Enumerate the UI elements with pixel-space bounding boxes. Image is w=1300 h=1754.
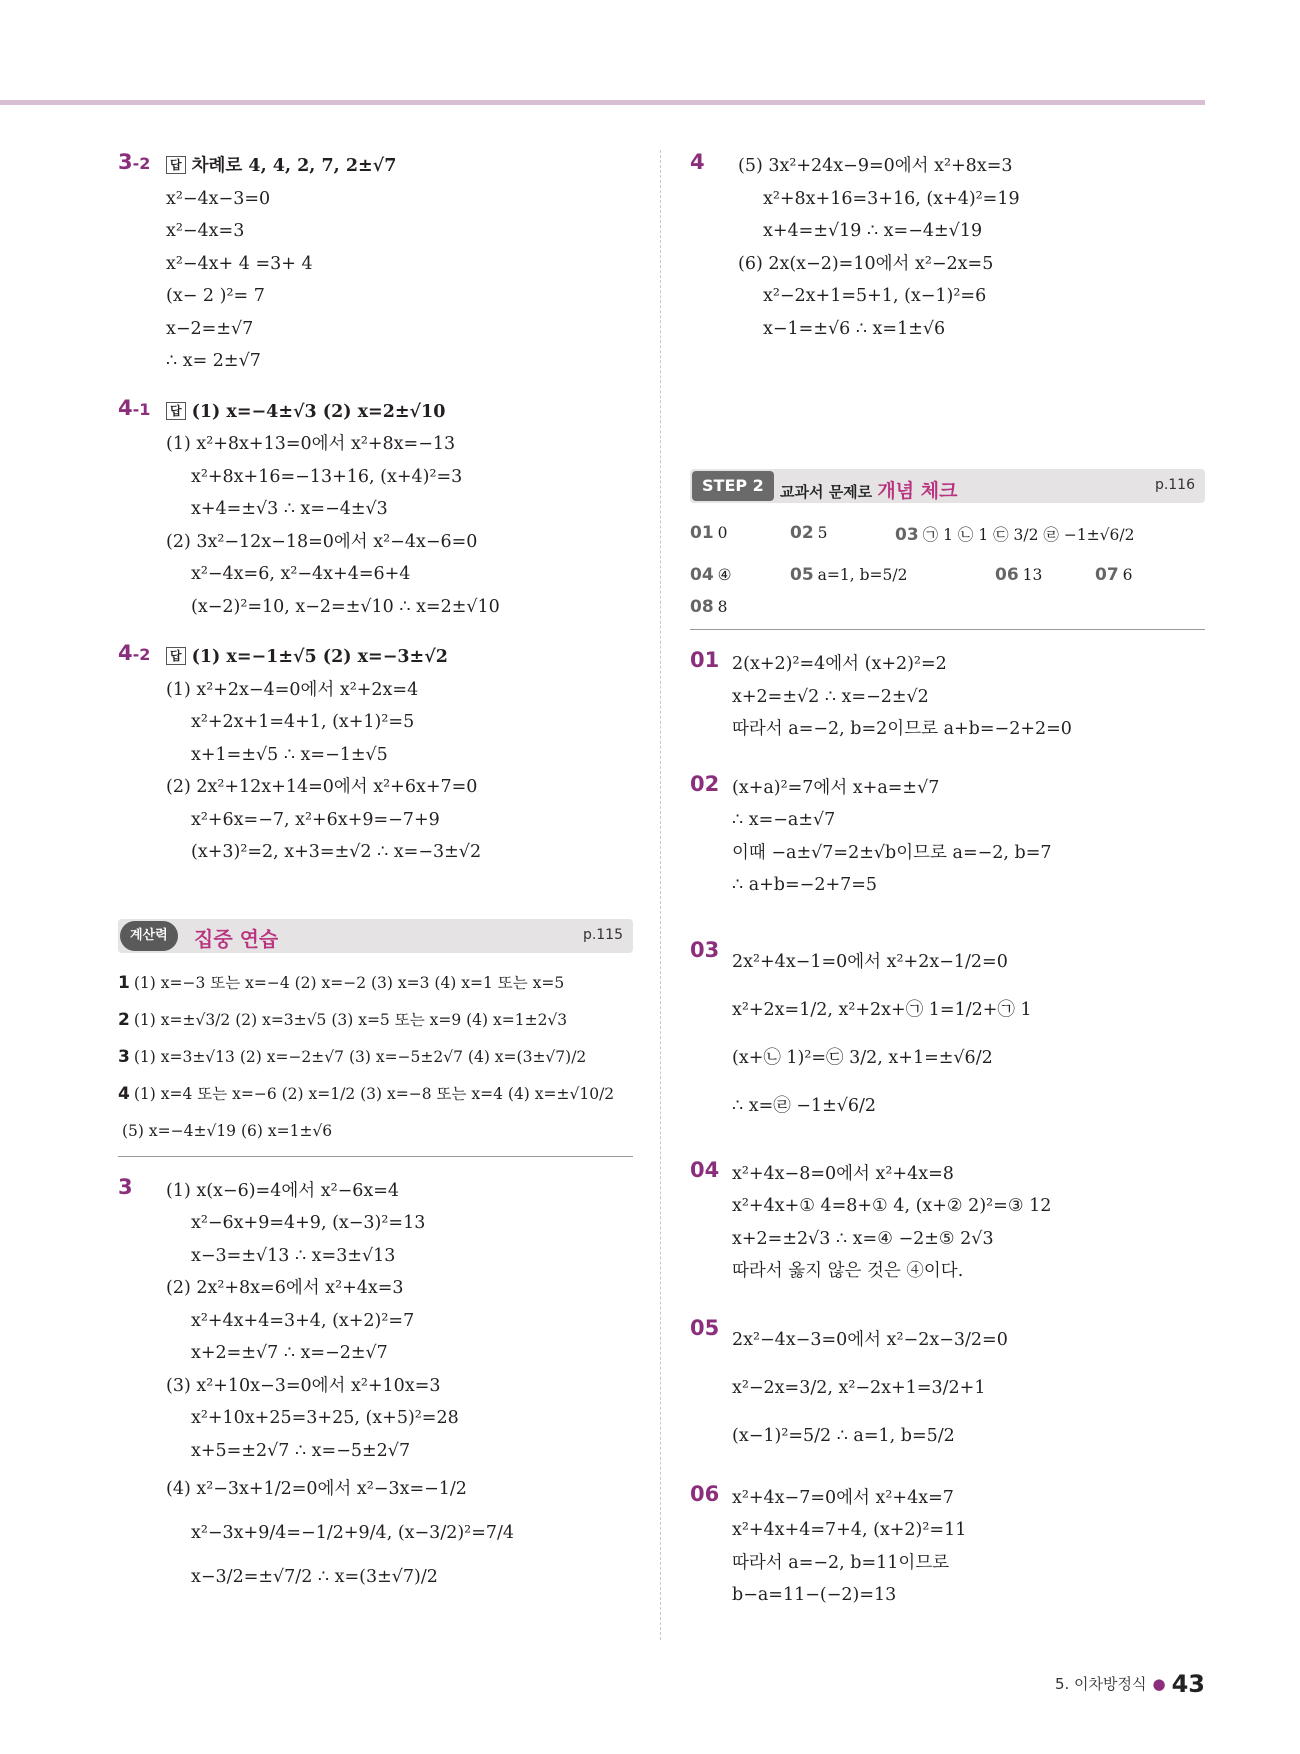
solution-number: 03 (690, 937, 720, 962)
step-line: x²+8x+16=−13+16, (x+4)²=3 (191, 466, 463, 487)
step-line: (1) x²+8x+13=0에서 x²+8x=−13 (166, 434, 456, 454)
step-line: x+4=±√19 ∴ x=−4±√19 (763, 221, 983, 241)
solution-03 (690, 938, 1205, 1130)
quick-answer-text: a=1, b=5/2 (817, 566, 908, 584)
step-line: 따라서 a=−2, b=11이므로 (732, 1552, 950, 1573)
quick-answer-number: 02 (790, 523, 814, 543)
step-line: 2x²−4x−3=0에서 x²−2x−3/2=0 (732, 1329, 1008, 1350)
quick-answer (1095, 565, 1133, 585)
section-banner-calc (118, 919, 633, 953)
step-line: (x− 2 )²= 7 (166, 286, 265, 306)
quick-answer (790, 565, 907, 585)
quick-answer-number: 07 (1095, 565, 1119, 585)
step-line: (1) x(x−6)=4에서 x²−6x=4 (166, 1180, 400, 1201)
solution-05 (690, 1316, 1205, 1460)
step-line: ∴ x=−a±√7 (732, 810, 836, 830)
step-line: x+2=±√7 ∴ x=−2±√7 (191, 1343, 388, 1363)
step-line: x²−4x+ 4 =3+ 4 (166, 253, 313, 274)
step-line: x²−4x−3=0 (166, 188, 271, 209)
quick-answer (995, 565, 1042, 585)
step-line: x−2=±√7 (166, 318, 254, 339)
quick-answer-text: ④ (717, 566, 732, 584)
step-line: x+2=±2√3 ∴ x=④ −2±⑤ 2√3 (732, 1228, 994, 1249)
quick-answer (690, 597, 728, 617)
solution-04 (690, 1158, 1205, 1288)
problem-subnumber: -1 (132, 399, 151, 419)
step-line: (3) x²+10x−3=0에서 x²+10x=3 (166, 1375, 441, 1396)
divider (118, 1156, 633, 1157)
quick-answer-text: 6 (1122, 566, 1133, 584)
page-number: 43 (1171, 1670, 1205, 1698)
quick-answer-number: 06 (995, 565, 1019, 585)
quick-answer-text: 0 (717, 524, 728, 542)
step-line: x−3/2=±√7/2 ∴ x=(3±√7)/2 (191, 1567, 438, 1587)
banner-page-ref: p.115 (582, 926, 623, 943)
step-line: x²−2x+1=5+1, (x−1)²=6 (763, 286, 987, 306)
drill-text: (5) x=−4±√19 (6) x=1±√6 (122, 1121, 333, 1140)
step-chip: STEP 2 (692, 471, 774, 501)
drill-text: (1) x=3±√13 (2) x=−2±√7 (3) x=−5±2√7 (4) x=(3±√7)/2 (133, 1047, 587, 1066)
drill-row (118, 1002, 633, 1039)
step-line: b−a=11−(−2)=13 (732, 1585, 897, 1605)
banner-title-b: 개념 체크 (877, 480, 958, 502)
bullet-icon: ● (1152, 1675, 1166, 1693)
solution-02 (690, 772, 1205, 902)
step-line: (x+a)²=7에서 x+a=±√7 (732, 777, 940, 798)
divider (690, 629, 1205, 630)
quick-answer (790, 523, 828, 543)
solution-number: 05 (690, 1315, 720, 1340)
answer-tag: 답 (166, 402, 186, 420)
quick-answer-number: 03 (895, 525, 919, 545)
quick-answer-text: 8 (717, 598, 728, 616)
drill-row (118, 1113, 633, 1150)
step-line: x+1=±√5 ∴ x=−1±√5 (191, 744, 388, 765)
step-line: x+2=±√2 ∴ x=−2±√2 (732, 686, 929, 707)
problem-number: 4 (118, 395, 133, 420)
step-line: ∴ x= 2±√7 (166, 351, 261, 371)
drill-row (118, 965, 633, 1002)
step-line: (x+㉡ 1)²=㉢ 3/2, x+1=±√6/2 (732, 1047, 993, 1068)
quick-answer-number: 08 (690, 597, 714, 617)
step-line: x²+6x=−7, x²+6x+9=−7+9 (191, 809, 440, 830)
quick-answer-number: 01 (690, 523, 714, 543)
step-line: x²+4x+① 4=8+① 4, (x+② 2)²=③ 12 (732, 1196, 1052, 1216)
problem-3-2 (118, 150, 633, 378)
solution-number: 02 (690, 771, 720, 796)
step-line: x²−3x+9/4=−1/2+9/4, (x−3/2)²=7/4 (191, 1523, 515, 1543)
page-footer (1055, 1670, 1205, 1698)
drill-number: 3 (118, 1046, 130, 1067)
step-line: 따라서 옳지 않은 것은 ④이다. (732, 1261, 964, 1281)
step-line: x²+4x+4=3+4, (x+2)²=7 (191, 1310, 415, 1331)
quick-answer-number: 05 (790, 565, 814, 585)
step-line: x²+4x−8=0에서 x²+4x=8 (732, 1163, 954, 1184)
solution-number: 04 (690, 1157, 720, 1182)
step-line: (6) 2x(x−2)=10에서 x²−2x=5 (738, 253, 994, 274)
problem-subnumber: -2 (132, 154, 151, 173)
answer-tag: 답 (166, 156, 186, 174)
problem-4-2 (118, 641, 633, 869)
quick-answer (690, 523, 728, 543)
drill-number: 4 (118, 1083, 130, 1104)
quick-answer-text: ㉠ 1 ㉡ 1 ㉢ 3/2 ㉣ −1±√6/2 (922, 526, 1135, 544)
answer-text: (1) x=−4±√3 (2) x=2±√10 (191, 401, 446, 422)
quick-answer-number: 04 (690, 565, 714, 585)
step-line: 이때 −a±√7=2±√b이므로 a=−2, b=7 (732, 842, 1052, 863)
step-line: x²+2x=1/2, x²+2x+㉠ 1=1/2+㉠ 1 (732, 999, 1032, 1020)
problem-4-continued (690, 150, 1205, 345)
step-line: (1) x²+2x−4=0에서 x²+2x=4 (166, 679, 419, 700)
step-line: x−3=±√13 ∴ x=3±√13 (191, 1245, 396, 1266)
banner-chip: 계산력 (120, 921, 178, 951)
step-line: (2) 2x²+8x=6에서 x²+4x=3 (166, 1278, 404, 1298)
step-line: 2(x+2)²=4에서 (x+2)²=2 (732, 654, 947, 674)
section-banner-step2 (690, 469, 1205, 503)
quick-answer-text: 13 (1022, 566, 1043, 584)
step-line: (2) 3x²−12x−18=0에서 x²−4x−6=0 (166, 531, 478, 552)
problem-3-solution (118, 1175, 633, 1600)
step-line: x−1=±√6 ∴ x=1±√6 (763, 318, 946, 339)
step-line: x+4=±√3 ∴ x=−4±√3 (191, 499, 388, 519)
drill-row (118, 1076, 633, 1113)
step-line: x²−6x+9=4+9, (x−3)²=13 (191, 1213, 426, 1233)
answer-line (166, 150, 633, 183)
problem-subnumber: -2 (132, 645, 151, 664)
banner-title-a: 교과서 문제로 (780, 483, 878, 501)
step-line: x²+8x+16=3+16, (x+4)²=19 (763, 188, 1020, 209)
answer-line (166, 641, 633, 674)
problem-number: 4 (118, 641, 133, 665)
step-line: ∴ x=㉣ −1±√6/2 (732, 1095, 877, 1116)
step-line: x²−4x=6, x²−4x+4=6+4 (191, 564, 411, 584)
drill-answers (118, 965, 633, 1150)
answer-text: 차례로 4, 4, 2, 7, 2±√7 (191, 156, 397, 176)
chapter-title: 5. 이차방정식 (1054, 1675, 1147, 1693)
step-line: (5) 3x²+24x−9=0에서 x²+8x=3 (738, 156, 1013, 176)
step-line: (x−1)²=5/2 ∴ a=1, b=5/2 (732, 1425, 955, 1446)
solution-number: 01 (690, 648, 720, 672)
problem-number: 4 (690, 150, 705, 174)
step-line: ∴ a+b=−2+7=5 (732, 875, 878, 895)
step-line: x²+2x+1=4+1, (x+1)²=5 (191, 712, 415, 732)
step-line: x²−2x=3/2, x²−2x+1=3/2+1 (732, 1377, 986, 1398)
drill-text: (1) x=4 또는 x=−6 (2) x=1/2 (3) x=−8 또는 x=4 (4) x=±√10/2 (133, 1084, 615, 1103)
step-line: x²−4x=3 (166, 221, 245, 241)
step-line: x²+4x−7=0에서 x²+4x=7 (732, 1487, 954, 1508)
banner-page-ref: p.116 (1154, 477, 1195, 493)
step-line: (2) 2x²+12x+14=0에서 x²+6x+7=0 (166, 777, 478, 797)
solution-number: 06 (690, 1481, 720, 1506)
answer-tag: 답 (166, 647, 186, 665)
solution-01 (690, 648, 1205, 746)
step-line: 2x²+4x−1=0에서 x²+2x−1/2=0 (732, 951, 1008, 972)
problem-number: 3 (118, 150, 133, 174)
answer-line (166, 396, 633, 429)
drill-text: (1) x=±√3/2 (2) x=3±√5 (3) x=5 또는 x=9 (4) x=1±2√3 (133, 1010, 568, 1029)
banner-title: 집중 연습 (194, 926, 279, 951)
quick-answer-text: 5 (817, 524, 828, 542)
column-separator (660, 150, 661, 1640)
problem-number: 3 (118, 1174, 133, 1199)
top-rule (0, 100, 1205, 105)
step-line: x²+10x+25=3+25, (x+5)²=28 (191, 1408, 459, 1428)
step-line: (x+3)²=2, x+3=±√2 ∴ x=−3±√2 (191, 842, 482, 862)
drill-text: (1) x=−3 또는 x=−4 (2) x=−2 (3) x=3 (4) x=1 또는 x=5 (133, 973, 565, 992)
step-line: (4) x²−3x+1/2=0에서 x²−3x=−1/2 (166, 1479, 467, 1499)
drill-number: 1 (118, 972, 130, 993)
drill-number: 2 (118, 1009, 130, 1030)
quick-answers (690, 515, 1205, 615)
problem-4-1 (118, 396, 633, 624)
quick-answer (895, 523, 1135, 545)
answer-text: (1) x=−1±√5 (2) x=−3±√2 (191, 647, 448, 667)
right-column (690, 150, 1205, 1630)
step-line: x²+4x+4=7+4, (x+2)²=11 (732, 1520, 967, 1540)
step-line: 따라서 a=−2, b=2이므로 a+b=−2+2=0 (732, 719, 1072, 739)
solution-06 (690, 1482, 1205, 1612)
step-line: (x−2)²=10, x−2=±√10 ∴ x=2±√10 (191, 596, 500, 617)
left-column (118, 150, 633, 1617)
step-line: x+5=±2√7 ∴ x=−5±2√7 (191, 1440, 411, 1461)
drill-row (118, 1039, 633, 1076)
quick-answer (690, 565, 732, 585)
